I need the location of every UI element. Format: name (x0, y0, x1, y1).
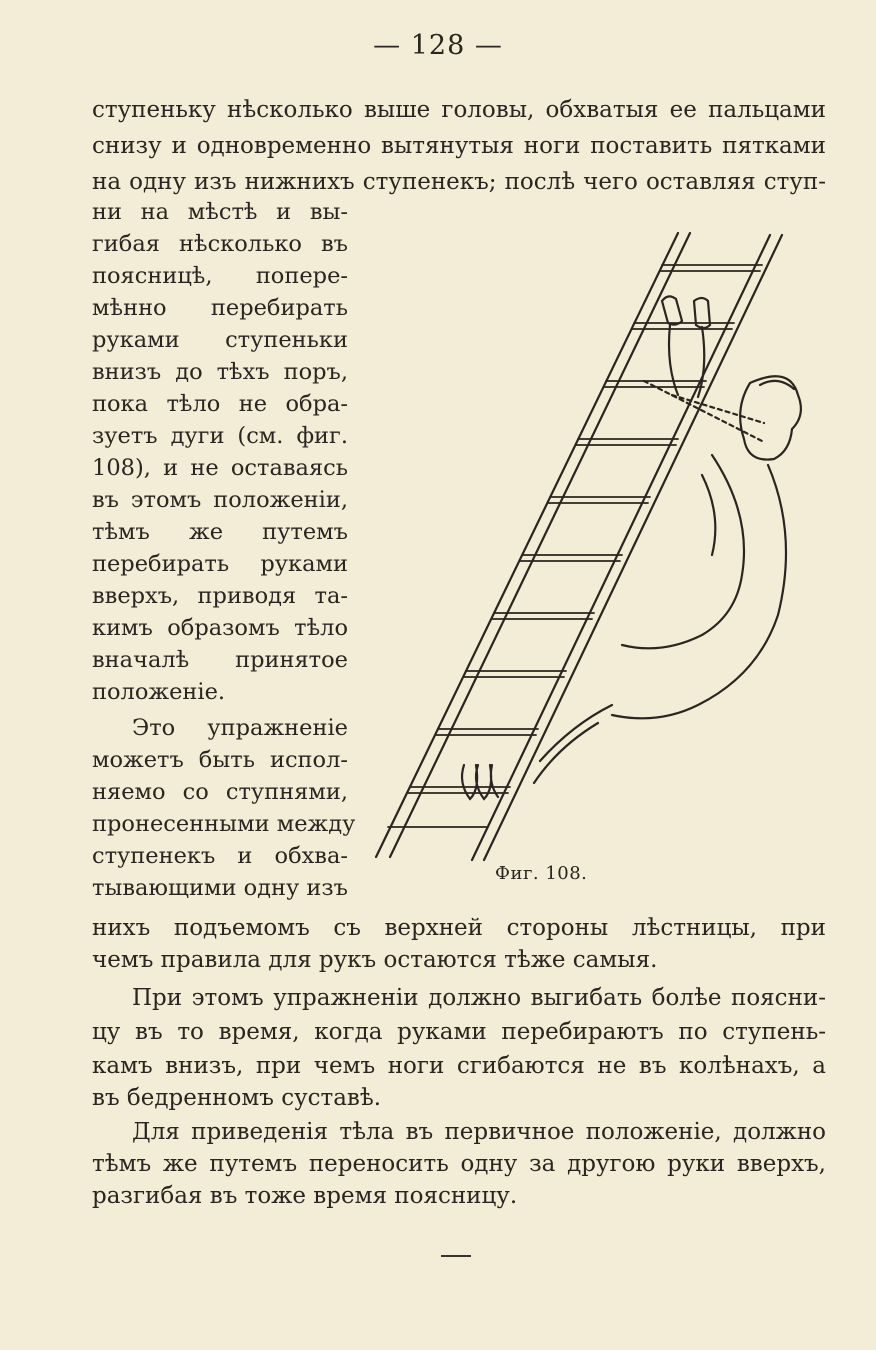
text-line: можетъ быть испол- (92, 747, 348, 773)
text-line: въ этомъ положенiи, (92, 487, 348, 513)
text-line: пронесенными между (92, 811, 356, 837)
text-line: чемъ правила для рукъ остаются тѣже самыя. (92, 947, 658, 973)
legs (534, 705, 612, 783)
text-line: мѣнно перебирать (92, 295, 348, 321)
figure-caption: Фиг. 108. (495, 863, 588, 884)
text-line: руками ступеньки (92, 327, 348, 353)
text-line: тывающими одну изъ (92, 875, 348, 901)
text-line: тѣмъ же путемъ (92, 519, 348, 545)
torso-front (622, 455, 744, 648)
text-line: ступеньку нѣсколько выше головы, обхватыя ее пальцами (92, 97, 826, 123)
text-line: тѣмъ же путемъ переносить одну за другою руки вверхъ, (92, 1151, 826, 1177)
text-line: положенiе. (92, 679, 226, 705)
text-line: снизу и одновременно вытянутыя ноги поставить пятками (92, 133, 826, 159)
text-line: зуетъ дуги (см. фиг. (92, 423, 348, 449)
bottom-rule (441, 1255, 471, 1257)
hand-left (662, 296, 682, 324)
text-line: въ бедренномъ суставѣ. (92, 1085, 382, 1111)
text-line: вверхъ, приводя та- (92, 583, 348, 609)
figure-ladder-exercise (372, 205, 832, 895)
page-number: — 128 — (373, 30, 503, 61)
ladder-illustration (372, 205, 832, 895)
text-line: цу въ то время, когда руками перебираютъ по ступень- (92, 1019, 826, 1045)
text-line: 108), и не оставаясь (92, 455, 348, 481)
text-line: камъ внизъ, при чемъ ноги сгибаются не въ колѣнахъ, а (92, 1053, 826, 1079)
text-line: разгибая въ тоже время поясницу. (92, 1183, 518, 1209)
text-line: гибая нѣсколько въ (92, 231, 348, 257)
text-line: вначалѣ принятое (92, 647, 348, 673)
text-line: на одну изъ нижнихъ ступенекъ; послѣ чего оставляя ступ- (92, 169, 826, 195)
text-line: перебирать руками (92, 551, 348, 577)
text-line: Для приведенiя тѣла въ первичное положенiе, должно (132, 1119, 826, 1145)
text-line: При этомъ упражненiи должно выгибать болѣе поясни- (132, 985, 826, 1011)
text-line: нихъ подъемомъ съ верхней стороны лѣстницы, при (92, 915, 826, 941)
ladder-rail-left (376, 233, 678, 857)
text-line: ни на мѣстѣ и вы- (92, 199, 348, 225)
text-line: внизъ до тѣхъ поръ, (92, 359, 348, 385)
feet (462, 765, 498, 799)
text-line: поясницѣ, попере- (92, 263, 348, 289)
text-line: няемо со ступнями, (92, 779, 348, 805)
text-line: кимъ образомъ тѣло (92, 615, 348, 641)
text-line: ступенекъ и обхва- (92, 843, 348, 869)
text-line: пока тѣло не обра- (92, 391, 348, 417)
text-line: Это упражненiе (132, 715, 348, 741)
